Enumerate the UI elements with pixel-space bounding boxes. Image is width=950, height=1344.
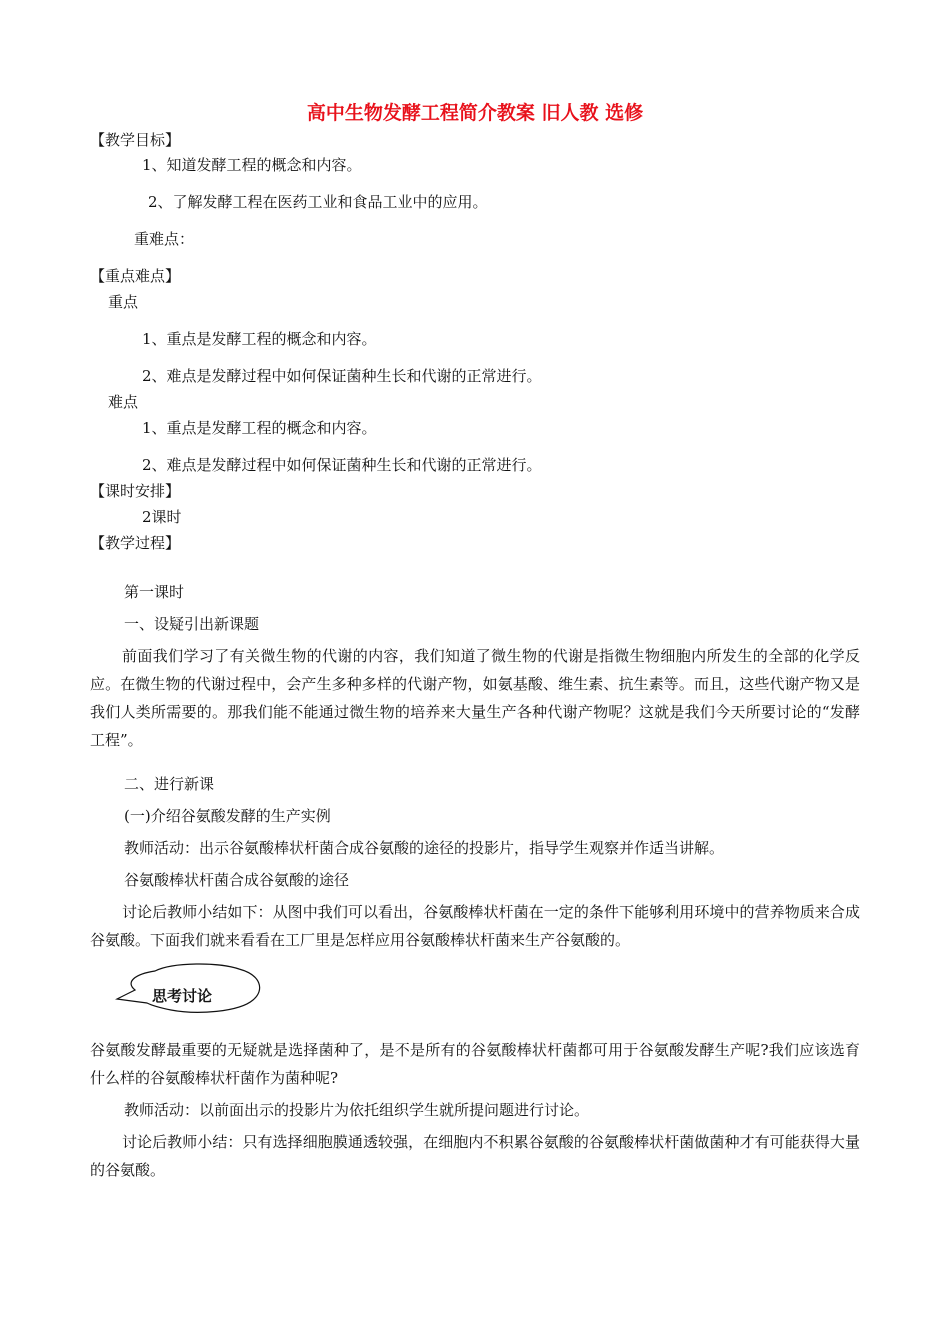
discussion-question: 谷氨酸发酵最重要的无疑就是选择菌种了，是不是所有的谷氨酸棒状杆菌都可用于谷氨酸发酵生产呢?我们应该选育什么样的谷氨酸棒状杆菌作为菌种呢? — [90, 1041, 860, 1087]
process-heading: 【教学过程】 — [90, 534, 181, 552]
lesson-1-label: 第一课时 — [124, 583, 185, 601]
step-2-heading: 二、进行新课 — [124, 775, 215, 793]
intro-paragraph: 前面我们学习了有关微生物的代谢的内容，我们知道了微生物的代谢是指微生物细胞内所发生的全部的化学反应。在微生物的代谢过程中，会产生多种多样的代谢产物，如氨基酸、维生素、抗生素等。而且，这些代谢产物又是我们人类所需要的。那我们能不能通过微生物的培养来大量生产各种代谢产物呢？这就是我们今天所要讨论的“发酵工程”。 — [90, 647, 860, 749]
keypoints-heading: 【重点难点】 — [90, 267, 181, 285]
focus-label: 重点 — [108, 293, 139, 311]
teacher-activity-2: 教师活动：以前面出示的投影片为依托组织学生就所提问题进行讨论。 — [124, 1101, 590, 1119]
document-title: 高中生物发酵工程简介教案 旧人教 选修 — [306, 102, 644, 124]
difficult-label: 难点 — [108, 393, 139, 411]
discussion-bubble-label: 思考讨论 — [152, 987, 213, 1005]
difficult-item-1: 1、重点是发酵工程的概念和内容。 — [142, 419, 377, 437]
teacher-activity-1: 教师活动：出示谷氨酸棒状杆菌合成谷氨酸的途径的投影片，指导学生观察并作适当讲解。 — [124, 839, 725, 857]
schedule-value: 2课时 — [142, 508, 182, 526]
objective-item-1: 1、知道发酵工程的概念和内容。 — [142, 156, 362, 174]
focus-item-2: 2、难点是发酵过程中如何保证菌种生长和代谢的正常进行。 — [142, 367, 542, 385]
schedule-heading: 【课时安排】 — [90, 482, 181, 500]
pathway-caption: 谷氨酸棒状杆菌合成谷氨酸的途径 — [124, 871, 350, 889]
teacher-summary-1: 讨论后教师小结如下：从图中我们可以看出，谷氨酸棒状杆菌在一定的条件下能够利用环境中的营养物质来合成谷氨酸。下面我们就来看看在工厂里是怎样应用谷氨酸棒状杆菌来生产谷氨酸的。 — [90, 903, 860, 949]
objectives-heading: 【教学目标】 — [90, 131, 181, 149]
subsection-1-heading: (一)介绍谷氨酸发酵的生产实例 — [124, 807, 331, 825]
difficult-item-2: 2、难点是发酵过程中如何保证菌种生长和代谢的正常进行。 — [142, 456, 542, 474]
objectives-extra: 重难点： — [134, 230, 195, 248]
step-1-heading: 一、设疑引出新课题 — [124, 615, 260, 633]
objective-item-2: 2、了解发酵工程在医药工业和食品工业中的应用。 — [148, 193, 488, 211]
teacher-summary-2: 讨论后教师小结：只有选择细胞膜通透较强，在细胞内不积累谷氨酸的谷氨酸棒状杆菌做菌种才有可能获得大量的谷氨酸。 — [90, 1133, 860, 1179]
focus-item-1: 1、重点是发酵工程的概念和内容。 — [142, 330, 377, 348]
